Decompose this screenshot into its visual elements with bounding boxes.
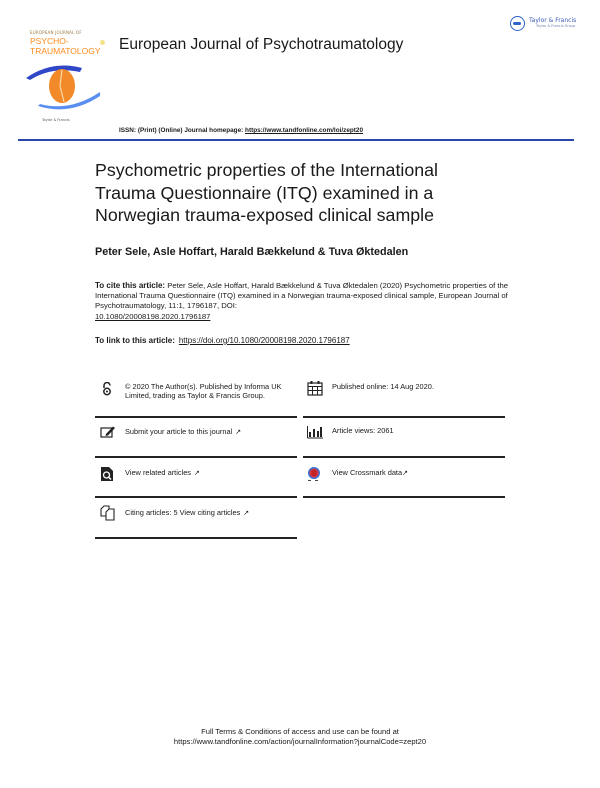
divider xyxy=(95,456,297,458)
citation-block xyxy=(95,281,535,322)
footer-terms: Full Terms & Conditions of access and use can be found at xyxy=(201,727,399,736)
submit-text xyxy=(125,428,241,438)
article-title: Psychometric properties of the International Trauma Questionnaire (ITQ) examined in a Norwegian trauma-exposed clinical sample xyxy=(95,160,438,225)
copy-documents-icon xyxy=(100,505,116,521)
citing-label: Citing articles: 5 View citing articles xyxy=(125,508,241,517)
footer-url[interactable]: https://www.tandfonline.com/action/journalInformation?journalCode=zept20 xyxy=(173,736,427,746)
publisher-sub: Taylor & Francis Group xyxy=(536,24,576,28)
crossmark-text xyxy=(332,469,408,479)
crossmark-label: View Crossmark data xyxy=(332,468,403,477)
header-divider xyxy=(18,139,574,141)
related-label: View related articles xyxy=(125,468,191,477)
cover-title-line2: TRAUMATOLOGY xyxy=(30,46,101,56)
cover-title xyxy=(30,36,101,56)
cite-doi-link[interactable]: 10.1080/20008198.2020.1796187 xyxy=(95,311,211,321)
open-access-icon xyxy=(100,382,114,396)
journal-cover-logo xyxy=(22,26,101,126)
article-doi-link[interactable]: https://doi.org/10.1080/20008198.2020.1796187 xyxy=(178,336,350,345)
publisher-name: Taylor & Francis xyxy=(529,17,577,24)
citing-text xyxy=(125,509,249,519)
issn-label: ISSN: (Print) (Online) Journal homepage: xyxy=(119,127,246,134)
bar-chart-icon xyxy=(307,425,323,439)
submit-label: Submit your article to this journal xyxy=(125,427,233,436)
footer xyxy=(0,727,600,747)
cover-title-line1: PSYCHO- xyxy=(30,36,69,46)
divider xyxy=(95,416,297,418)
article-authors: Peter Sele, Asle Hoffart, Harald Bækkelund & Tuva Øktedalen xyxy=(95,246,409,258)
taylor-francis-icon xyxy=(510,16,525,31)
cite-label: To cite this article: xyxy=(95,281,166,290)
document-search-icon xyxy=(100,466,114,482)
divider xyxy=(95,537,297,539)
cover-small-title: EUROPEAN JOURNAL OF xyxy=(30,30,82,35)
divider xyxy=(303,416,505,418)
calendar-icon xyxy=(307,380,323,396)
issn-line xyxy=(119,127,363,134)
related-text xyxy=(125,469,200,479)
views-text: Article views: 2061 xyxy=(332,426,394,435)
eye-brain-icon xyxy=(22,56,102,114)
cite-text: Peter Sele, Asle Hoffart, Harald Bækkelund & Tuva Øktedalen (2020) Psychometric properties of the International Trauma Questionnaire (ITQ) examined in a Norwegian trauma-exposed clinical sample, European Journal of Psychotraumatology, 11:1, 1796187, DOI: xyxy=(95,281,509,311)
link-line xyxy=(95,336,350,345)
divider xyxy=(303,456,505,458)
link-label: To link to this article: xyxy=(95,336,175,345)
published-text: Published online: 14 Aug 2020. xyxy=(332,382,434,391)
edit-icon xyxy=(100,425,116,439)
cover-publisher: Taylor & Francis xyxy=(42,118,70,122)
divider xyxy=(95,496,297,498)
external-link-icon: ↗ xyxy=(235,429,242,436)
divider xyxy=(303,496,505,498)
license-text: © 2020 The Author(s). Published by Informa UK Limited, trading as Taylor & Francis Group. xyxy=(125,382,282,400)
external-link-icon: ↗ xyxy=(243,510,250,517)
external-link-icon: ↗ xyxy=(194,470,200,477)
publisher-logo xyxy=(510,16,585,36)
external-link-icon: ↗ xyxy=(402,470,408,477)
journal-homepage-link[interactable]: https://www.tandfonline.com/loi/zept20 xyxy=(245,127,364,134)
crossmark-icon xyxy=(307,466,321,482)
journal-title: European Journal of Psychotraumatology xyxy=(119,36,404,53)
cover-dot-icon xyxy=(100,40,105,45)
